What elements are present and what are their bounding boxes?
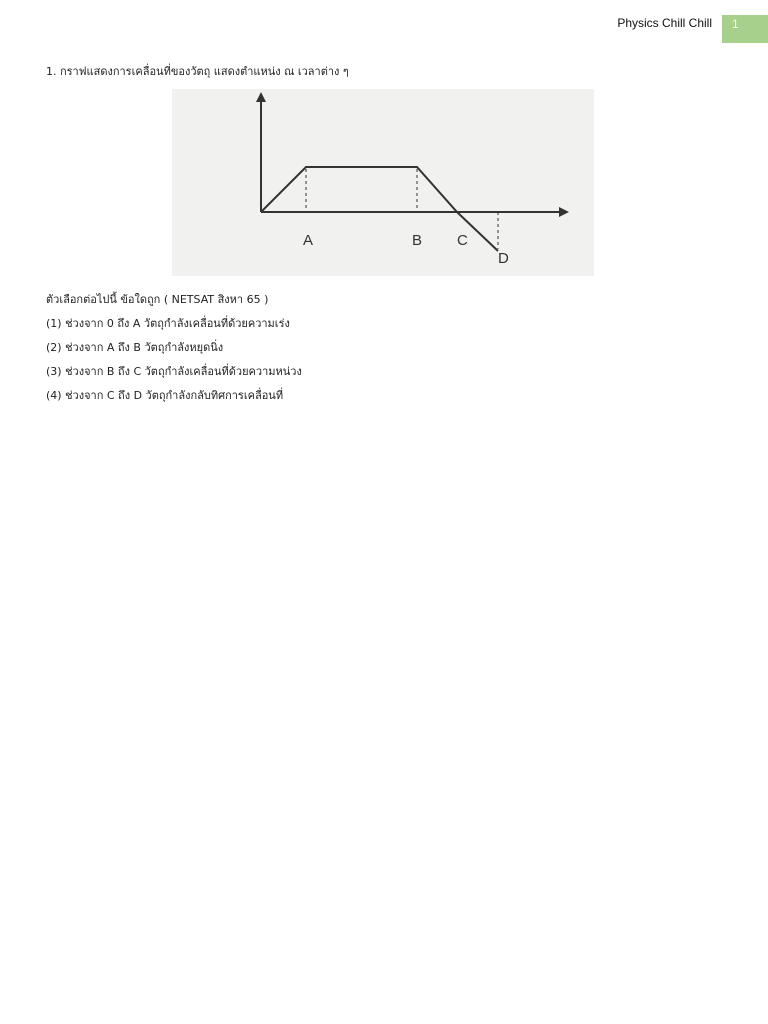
option-3: (3) ช่วงจาก B ถึง C วัตถุกำลังเคลื่อนที่ด้วยความหน่วง [46, 365, 302, 378]
graph-svg [172, 89, 594, 276]
option-4: (4) ช่วงจาก C ถึง D วัตถุกำลังกลับทิศการเคลื่อนที่ [46, 389, 284, 402]
question-prompt: ตัวเลือกต่อไปนี้ ข้อใดถูก ( NETSAT สิงหา 65 ) [46, 293, 269, 306]
option-2: (2) ช่วงจาก A ถึง B วัตถุกำลังหยุดนิ่ง [46, 341, 224, 354]
option-1: (1) ช่วงจาก 0 ถึง A วัตถุกำลังเคลื่อนที่ด้วยความเร่ง [46, 317, 290, 330]
label-c: C [457, 232, 468, 249]
label-d: D [498, 250, 509, 267]
position-time-graph [172, 89, 594, 276]
label-a: A [303, 232, 314, 249]
question-text: 1. กราฟแสดงการเคลื่อนที่ของวัตถุ แสดงตำแหน่ง ณ เวลาต่าง ๆ [46, 65, 349, 78]
page-number-badge: 1 [722, 15, 768, 43]
header-title: Physics Chill Chill [617, 16, 712, 30]
answer-options [46, 314, 302, 410]
label-b: B [412, 232, 423, 249]
